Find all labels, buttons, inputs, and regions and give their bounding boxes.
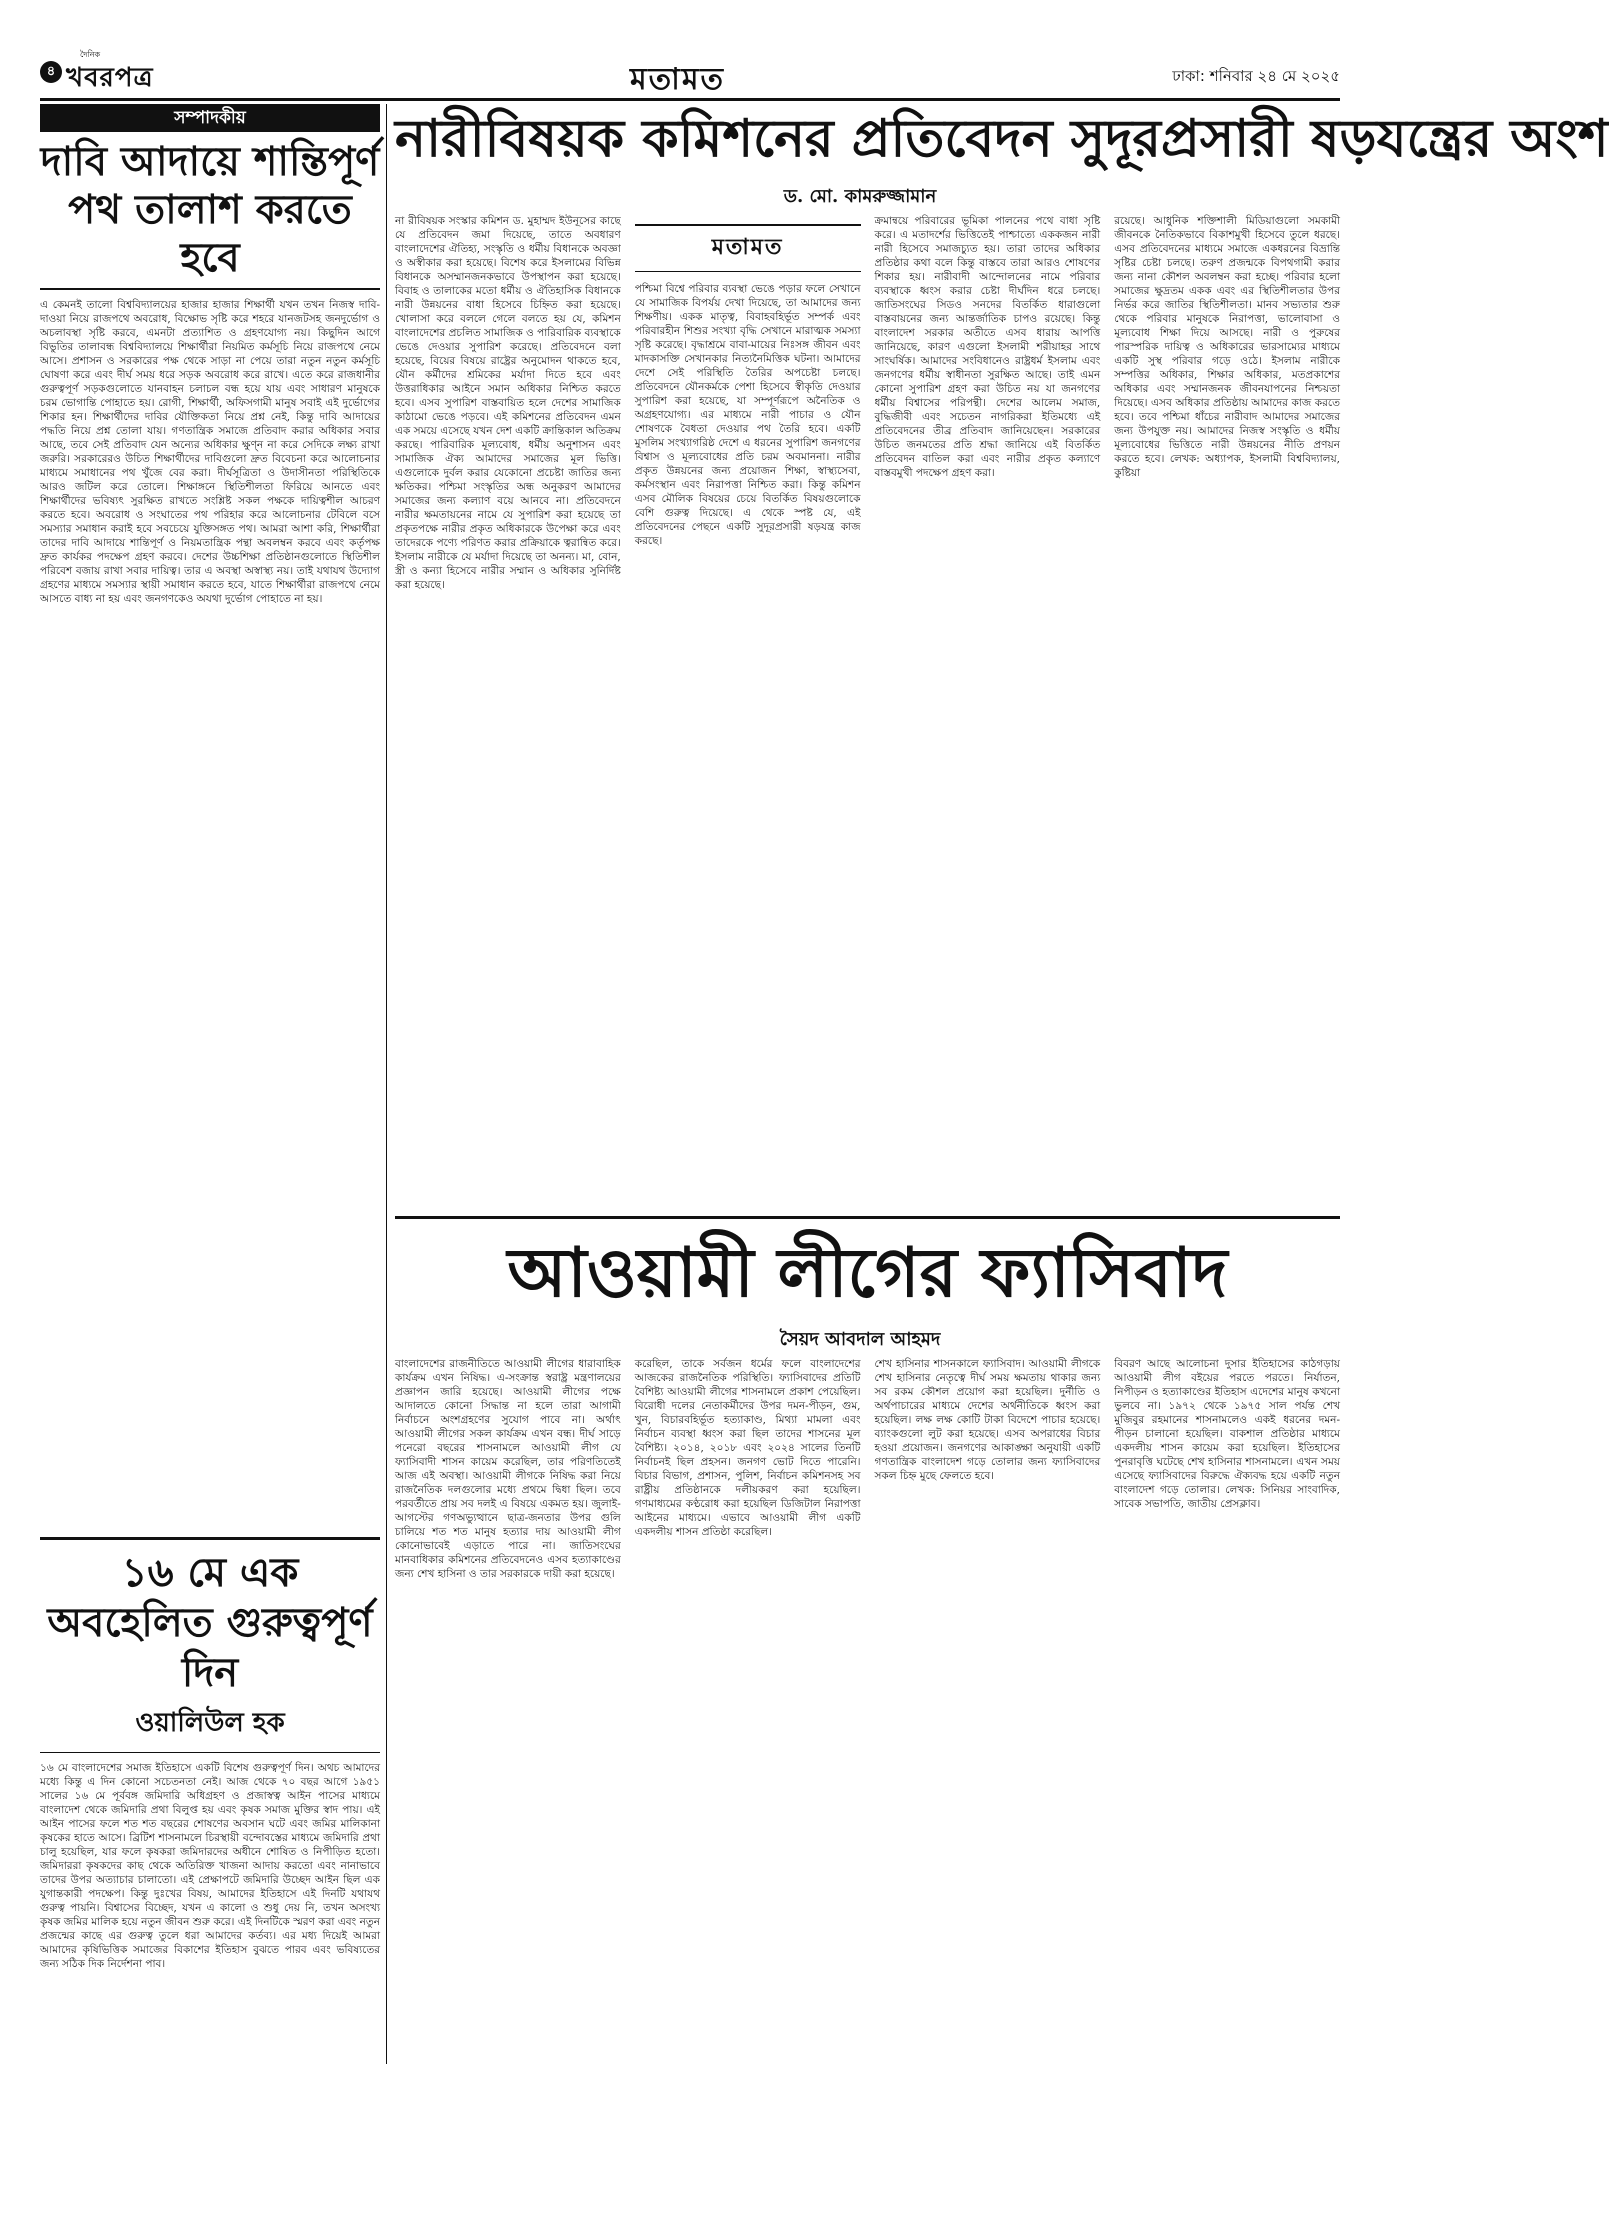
- editorial-body: এ কেমনই তালো বিশ্ববিদ্যালয়ের হাজার হাজার শিক্ষার্থী যখন তখন নিজস্ব দাবি-দাওয়া নিয়ে রাজপথে অবরোধ, বিক্ষোভ সৃষ্টি করে শহরে যানজটসহ জনদুর্ভোগ ও অচলাবস্থা সৃষ্টি করবে, এমনটা প্রত্যাশিত ও গ্রহণযোগ্য নয়। কিছুদিন আগে বিভুতির তালাবন্ধ বিশ্ববিদ্যালয়ে শিক্ষার্থীরা নিয়মিত কর্মসূচি নিয়ে রাজপথে নেমে আসে। প্রশাসন ও সরকারের পক্ষ থেকে সাড়া না পেয়ে তারা নতুন নতুন কর্মসূচি ঘোষণা করে এবং দীর্ঘ সময় ধরে সড়ক অবরোধ করে রাখে। এতে করে রাজধানীর গুরুত্বপূর্ণ সড়কগুলোতে যানবাহন চলাচল বন্ধ হয়ে যায় এবং সাধারণ মানুষকে চরম ভোগান্তি পোহাতে হয়। রোগী, শিক্ষার্থী, অফিসগামী মানুষ সবাই এই দুর্ভোগের শিকার হন। শিক্ষার্থীদের দাবির যৌক্তিকতা নিয়ে প্রশ্ন নেই, কিন্তু দাবি আদায়ের পদ্ধতি নিয়ে প্রশ্ন তোলা যায়। গণতান্ত্রিক সমাজে প্রতিবাদ করার অধিকার সবার আছে, তবে সেই প্রতিবাদ যেন অন্যের অধিকার ক্ষুণ্ন না করে সেদিকে লক্ষ্য রাখা জরুরি। সরকারেরও উচিত শিক্ষার্থীদের দাবিগুলো দ্রুত বিবেচনা করে আলোচনার মাধ্যমে সমাধানের পথ খুঁজে বের করা। দীর্ঘসূত্রিতা ও উদাসীনতা পরিস্থিতিকে আরও জটিল করে তোলে। শিক্ষাঙ্গনে স্থিতিশীলতা ফিরিয়ে আনতে এবং শিক্ষার্থীদের ভবিষ্যৎ সুরক্ষিত রাখতে সংশ্লিষ্ট সকল পক্ষকে দায়িত্বশীল আচরণ করতে হবে। অবরোধ ও সংঘাতের পথ পরিহার করে আলোচনার টেবিলে বসে সমস্যার সমাধান করাই হবে সবচেয়ে যুক্তিসঙ্গত পথ। আমরা আশা করি, শিক্ষার্থীরা তাদের দাবি আদায়ে শান্তিপূর্ণ ও নিয়মতান্ত্রিক পন্থা অবলম্বন করবে এবং কর্তৃপক্ষ দ্রুত কার্যকর পদক্ষেপ গ্রহণ করবে। দেশের উচ্চশিক্ষা প্রতিষ্ঠানগুলোতে স্থিতিশীল পরিবেশ বজায় রাখা সবার দায়িত্ব। তার এ অবস্থা অস্বাস্থ্য নয়। তাই যথাযথ উদ্যোগ গ্রহণের মাধ্যমে সমস্যার স্থায়ী সমাধান করতে হবে, যাতে শিক্ষার্থীরা রাজপথে নেমে আসতে বাধ্য না হয় এবং জনগণকেও অযথা দুর্ভোগ পোহাতে না হয়।: [40, 299, 380, 605]
- column-divider: [386, 104, 387, 2064]
- feature-title: ১৬ মে এক অবহেলিত গুরুত্বপূর্ণ দিন: [47, 1549, 373, 1696]
- article-women-commission: [395, 104, 1609, 1219]
- feature-box: [40, 1537, 380, 2231]
- article-awami-fascism: [395, 1225, 1340, 2065]
- logo-tagline: দৈনিক: [80, 50, 101, 59]
- article2-col4-text: বিবরণ আছে আলোচনা দুসার ইতিহাসের কাঠগড়ায় আওয়ামী লীগ বইয়ের পরতে পরতে। নির্যাতন, নিপীড়ন ও হত্যাকাণ্ডের ইতিহাস এদেশের মানুষ কখনো ভুলবে না। ১৯৭২ থেকে ১৯৭৫ সাল পর্যন্ত শেখ মুজিবুর রহমানের শাসনামলেও একই ধরনের দমন-পীড়ন চালানো হয়েছিল। বাকশাল প্রতিষ্ঠার মাধ্যমে একদলীয় শাসন কায়েম করা হয়েছিল। ইতিহাসের পুনরাবৃত্তি ঘটেছে শেখ হাসিনার শাসনামলে। এখন সময় এসেছে ফ্যাসিবাদের বিরুদ্ধে ঐক্যবদ্ধ হয়ে একটি নতুন বাংলাদেশ গড়ে তোলার। লেখক: সিনিয়র সাংবাদিক, সাবেক সভাপতি, জাতীয় প্রেসক্লাব।: [1114, 1358, 1340, 1510]
- left-column: [40, 104, 380, 2074]
- article2-byline: সৈয়দ আবদাল আহমদ: [779, 1329, 941, 1350]
- article1-col-1: [395, 214, 621, 1214]
- inline-section-header: [635, 224, 861, 272]
- article1-col1-text: না রীবিষয়ক সংস্কার কমিশন ড. মুহাম্মদ ইউনূসের কাছে যে প্রতিবেদন জমা দিয়েছে, তাতে অবধারণ বাংলাদেশের ঐতিহ্য, সংস্কৃতি ও ধর্মীয় বিধানকে অবজ্ঞা ও অস্বীকার করা হয়েছে। বিশেষ করে ইসলামের বিভিন্ন বিধানকে অসম্মানজনকভাবে উপস্থাপন করা হয়েছে। বিবাহ ও তালাকের মতো ধর্মীয় ও ঐতিহাসিক বিধানকে নারী উন্নয়নের বাধা হিসেবে চিহ্নিত করা হয়েছে। খোলাসা করে বললে গেলে বলতে হয় যে, কমিশন বাংলাদেশের প্রচলিত সামাজিক ও পারিবারিক ব্যবস্থাকে ভেঙে দেওয়ার সুপারিশ করেছে। প্রতিবেদনে বলা হয়েছে, বিয়ের বিষয়ে রাষ্ট্রের অনুমোদন থাকতে হবে, যৌন কর্মীদের শ্রমিকের মর্যাদা দিতে হবে এবং উত্তরাধিকার আইনে সমান অধিকার নিশ্চিত করতে হবে। এসব সুপারিশ বাস্তবায়িত হলে দেশের সামাজিক কাঠামো ভেঙে পড়বে। এই কমিশনের প্রতিবেদন এমন এক সময়ে এসেছে যখন দেশ একটি ক্রান্তিকাল অতিক্রম করছে। পারিবারিক মূল্যবোধ, ধর্মীয় অনুশাসন এবং সামাজিক ঐক্য আমাদের সমাজের মূল ভিত্তি। এগুলোকে দুর্বল করার যেকোনো প্রচেষ্টা জাতির জন্য ক্ষতিকর। পশ্চিমা সংস্কৃতির অন্ধ অনুকরণ আমাদের সমাজের জন্য কল্যাণ বয়ে আনবে না। প্রতিবেদনে নারীর ক্ষমতায়নের নামে যে সুপারিশ করা হয়েছে তা প্রকৃতপক্ষে নারীর প্রকৃত অধিকারকে উপেক্ষা করে এবং তাদেরকে পণ্যে পরিণত করার প্রক্রিয়াকে ত্বরান্বিত করে। ইসলাম নারীকে যে মর্যাদা দিয়েছে তা অনন্য। মা, বোন, স্ত্রী ও কন্যা হিসেবে নারীর সম্মান ও অধিকার সুনির্দিষ্ট করা হয়েছে।: [395, 215, 621, 591]
- article1-col2-text: পশ্চিমা বিশ্বে পরিবার ব্যবস্থা ভেঙে পড়ার ফলে সেখানে যে সামাজিক বিপর্যয় দেখা দিয়েছে, তা আমাদের জন্য শিক্ষণীয়। একক মাতৃত্ব, বিবাহবহির্ভূত সম্পর্ক এবং পরিবারহীন শিশুর সংখ্যা বৃদ্ধি সেখানে মারাত্মক সমস্যা সৃষ্টি করেছে। বৃদ্ধাশ্রমে বাবা-মায়ের নিঃসঙ্গ জীবন এবং মাদকাসক্তি সেখানকার নিত্যনৈমিত্তিক ঘটনা। আমাদের দেশে সেই পরিস্থিতি তৈরির অপচেষ্টা চলছে। প্রতিবেদনে যৌনকর্মকে পেশা হিসেবে স্বীকৃতি দেওয়ার সুপারিশ করা হয়েছে, যা সম্পূর্ণরূপে অনৈতিক ও অগ্রহণযোগ্য। এর মাধ্যমে নারী পাচার ও যৌন শোষণকে বৈধতা দেওয়ার পথ তৈরি হবে। একটি মুসলিম সংখ্যাগরিষ্ঠ দেশে এ ধরনের সুপারিশ জনগণের বিশ্বাস ও মূল্যবোধের প্রতি চরম অবমাননা। নারীর প্রকৃত উন্নয়নের জন্য প্রয়োজন শিক্ষা, স্বাস্থ্যসেবা, কর্মসংস্থান এবং নিরাপত্তা নিশ্চিত করা। কিন্তু কমিশন এসব মৌলিক বিষয়ের চেয়ে বিতর্কিত বিষয়গুলোকে বেশি গুরুত্ব দিয়েছে। এ থেকে স্পষ্ট যে, এই প্রতিবেদনের পেছনে একটি সুদূরপ্রসারী ষড়যন্ত্র কাজ করছে।: [634, 283, 861, 547]
- article1-col-3: [875, 214, 1101, 1214]
- dateline: ঢাকা: শনিবার ২৪ মে ২০২৫: [1172, 67, 1340, 85]
- article1-col-2: [635, 214, 861, 1214]
- article2-col-2: [635, 1357, 861, 2057]
- header-rule: [40, 98, 1340, 101]
- article1-headline: নারীবিষয়ক কমিশনের প্রতিবেদন সুদূরপ্রসারী ষড়যন্ত্রের অংশ: [395, 108, 1609, 169]
- article1-byline: ড. মো. কামরুজ্জামান: [783, 186, 937, 207]
- article1-columns: [395, 214, 1340, 1214]
- article1-col4-text: রয়েছে। আধুনিক শক্তিশালী মিডিয়াগুলো সমকামী জীবনকে নৈতিকভাবে বিকাশমুখী হিসেবে তুলে ধরছে। এসব প্রতিবেদনের মাধ্যমে সমাজে একধরনের বিভ্রান্তি সৃষ্টির চেষ্টা চলছে। তরুণ প্রজন্মকে বিপথগামী করার জন্য নানা কৌশল অবলম্বন করা হচ্ছে। পরিবার হলো সমাজের ক্ষুদ্রতম একক এবং এর স্থিতিশীলতার উপর নির্ভর করে জাতির স্থিতিশীলতা। মানব সভ্যতার শুরু থেকে পরিবার মানুষকে নিরাপত্তা, ভালোবাসা ও মূল্যবোধ শিক্ষা দিয়ে আসছে। নারী ও পুরুষের পারস্পরিক দায়িত্ব ও অধিকারের ভারসাম্যের মাধ্যমে একটি সুস্থ পরিবার গড়ে ওঠে। ইসলাম নারীকে সম্পত্তির অধিকার, শিক্ষার অধিকার, মতপ্রকাশের অধিকার এবং সম্মানজনক জীবনযাপনের নিশ্চয়তা দিয়েছে। এসব অধিকার প্রতিষ্ঠায় আমাদের কাজ করতে হবে। তবে পশ্চিমা ধাঁচের নারীবাদ আমাদের সমাজের জন্য উপযুক্ত নয়। আমাদের নিজস্ব সংস্কৃতি ও ধর্মীয় মূল্যবোধের ভিত্তিতে নারী উন্নয়নের নীতি প্রণয়ন করতে হবে। লেখক: অধ্যাপক, ইসলামী বিশ্ববিদ্যালয়, কুষ্টিয়া: [1114, 215, 1340, 479]
- article2-col-1: [395, 1357, 621, 2057]
- article2-col1-text: বাংলাদেশের রাজনীতিতে আওয়ামী লীগের ধারাবাহিক কার্যক্রম এখন নিষিদ্ধ। এ-সংক্রান্ত স্বরাষ্ট্র মন্ত্রণালয়ের প্রজ্ঞাপন জারি হয়েছে। আওয়ামী লীগের পক্ষে আদালতে কোনো সিদ্ধান্ত না হলে তারা আগামী নির্বাচনে অংশগ্রহণের সুযোগ পাবে না। অর্থাৎ আওয়ামী লীগের সকল কার্যক্রম এখন বন্ধ। দীর্ঘ সাড়ে পনেরো বছরের শাসনামলে আওয়ামী লীগ যে ফ্যাসিবাদী শাসন কায়েম করেছিল, তার পরিণতিতেই আজ এই অবস্থা। আওয়ামী লীগকে নিষিদ্ধ করা নিয়ে রাজনৈতিক দলগুলোর মধ্যে প্রথমে দ্বিধা ছিল। তবে পরবর্তীতে প্রায় সব দলই এ বিষয়ে একমত হয়। জুলাই-আগস্টের গণঅভ্যুত্থানে ছাত্র-জনতার উপর গুলি চালিয়ে শত শত মানুষ হত্যার দায় আওয়ামী লীগ কোনোভাবেই এড়াতে পারে না। জাতিসংঘের মানবাধিকার কমিশনের প্রতিবেদনেও এসব হত্যাকাণ্ডের জন্য শেখ হাসিনা ও তার সরকারকে দায়ী করা হয়েছে।: [395, 1358, 621, 1580]
- article2-col-4: [1114, 1357, 1340, 2057]
- section-title: মতামত: [630, 62, 726, 97]
- editorial-band: সম্পাদকীয়: [40, 104, 380, 132]
- newspaper-logo: খবরপত্র: [66, 63, 154, 93]
- masthead: [40, 50, 1340, 97]
- feature-body: ১৬ মে বাংলাদেশের সমাজ ইতিহাসে একটি বিশেষ গুরুত্বপূর্ণ দিন। অথচ আমাদের মধ্যে কিন্তু এ দিন কোনো সচেতনতা নেই। আজ থেকে ৭০ বছর আগে ১৯৫১ সালের ১৬ মে পূর্ববঙ্গ জমিদারি অধিগ্রহণ ও প্রজাস্বত্ব আইন পাসের মাধ্যমে বাংলাদেশ থেকে জমিদারি প্রথা বিলুপ্ত হয় এবং কৃষক সমাজ মুক্তির স্বাদ পায়। এই আইন পাসের ফলে শত শত বছরের শোষণের অবসান ঘটে এবং জমির মালিকানা কৃষকের হাতে আসে। ব্রিটিশ শাসনামলে চিরস্থায়ী বন্দোবস্তের মাধ্যমে জমিদারি প্রথা চালু হয়েছিল, যার ফলে কৃষকরা জমিদারদের অধীনে শোষিত ও নিপীড়িত হতো। জমিদাররা কৃষকদের কাছ থেকে অতিরিক্ত খাজনা আদায় করতো এবং নানাভাবে তাদের উপর অত্যাচার চালাতো। এই প্রেক্ষাপটে জমিদারি উচ্ছেদ আইন ছিল এক যুগান্তকারী পদক্ষেপ। কিন্তু দুঃখের বিষয়, আমাদের ইতিহাসে এই দিনটি যথাযথ গুরুত্ব পায়নি। বিশ্বাসের বিচ্ছেদ, যখন এ কালো ও শুধু দেয় নি, তখন অসংখ্য কৃষক জমির মালিক হয়ে নতুন জীবন শুরু করে। এই দিনটিকে স্মরণ করা এবং নতুন প্রজন্মের কাছে এর গুরুত্ব তুলে ধরা আমাদের কর্তব্য। এর মধ্য দিয়েই আমরা আমাদের কৃষিভিত্তিক সমাজের বিকাশের ইতিহাস বুঝতে পারব এবং ভবিষ্যতের জন্য সঠিক দিক নির্দেশনা পাব।: [40, 1762, 380, 1970]
- article1-col3-text: ক্রমান্বয়ে পরিবারের ভূমিকা পালনের পথে বাধা সৃষ্টি করে। এ মতাদর্শের ভিত্তিতেই পাশ্চাত্যে এককজন নারী নারী হিসেবে সমাজচ্যুত হয়। তারা তাদের অধিকার প্রতিষ্ঠার কথা বলে কিন্তু বাস্তবে তারা আরও শোষণের শিকার হয়। নারীবাদী আন্দোলনের নামে পরিবার ব্যবস্থাকে ধ্বংস করার চেষ্টা দীর্ঘদিন ধরে চলছে। জাতিসংঘের সিডও সনদের বিতর্কিত ধারাগুলো বাস্তবায়নের জন্য আন্তর্জাতিক চাপও রয়েছে। কিন্তু বাংলাদেশ সরকার অতীতে এসব ধারায় আপত্তি জানিয়েছে, কারণ এগুলো ইসলামী শরীয়াহর সাথে সাংঘর্ষিক। আমাদের সংবিধানেও রাষ্ট্রধর্ম ইসলাম এবং জনগণের ধর্মীয় স্বাধীনতা সুরক্ষিত আছে। তাই এমন কোনো সুপারিশ গ্রহণ করা উচিত নয় যা জনগণের ধর্মীয় বিশ্বাসের পরিপন্থী। দেশের আলেম সমাজ, বুদ্ধিজীবী এবং সচেতন নাগরিকরা ইতিমধ্যে এই প্রতিবেদনের তীব্র প্রতিবাদ জানিয়েছেন। সরকারের উচিত জনমতের প্রতি শ্রদ্ধা জানিয়ে এই বিতর্কিত প্রতিবেদন বাতিল করা এবং নারীর প্রকৃত কল্যাণে বাস্তবমুখী পদক্ষেপ গ্রহণ করা।: [874, 215, 1101, 479]
- article2-col2-text: করেছিল, তাকে সর্বজন ধর্মের ফলে বাংলাদেশের আজকের রাজনৈতিক পরিস্থিতি। ফ্যাসিবাদের প্রতিটি বৈশিষ্ট্য আওয়ামী লীগের শাসনামলে প্রকাশ পেয়েছিল। বিরোধী দলের নেতাকর্মীদের উপর দমন-পীড়ন, গুম, খুন, বিচারবহির্ভূত হত্যাকাণ্ড, মিথ্যা মামলা এবং নির্বাচন ব্যবস্থা ধ্বংস করা ছিল তাদের শাসনের মূল বৈশিষ্ট্য। ২০১৪, ২০১৮ এবং ২০২৪ সালের তিনটি নির্বাচনই ছিল প্রহসন। জনগণ ভোট দিতে পারেনি। বিচার বিভাগ, প্রশাসন, পুলিশ, নির্বাচন কমিশনসহ সব রাষ্ট্রীয় প্রতিষ্ঠানকে দলীয়করণ করা হয়েছিল। গণমাধ্যমের কণ্ঠরোধ করা হয়েছিল ডিজিটাল নিরাপত্তা আইনের মাধ্যমে। এভাবে আওয়ামী লীগ একটি একদলীয় শাসন প্রতিষ্ঠা করেছিল।: [634, 1358, 861, 1538]
- feature-author: ওয়ালিউল হক: [40, 1702, 380, 1753]
- article2-col-3: [875, 1357, 1101, 2057]
- article2-headline: আওয়ামী লীগের ফ্যাসিবাদ: [507, 1233, 1228, 1313]
- inline-section-label: মতামত: [711, 234, 784, 260]
- article1-col-4: [1114, 214, 1340, 1214]
- editorial-title: দাবি আদায়ে শান্তিপূর্ণ পথ তালাশ করতে হবে: [40, 138, 380, 290]
- article2-col3-text: শেখ হাসিনার শাসনকালে ফ্যাসিবাদ। আওয়ামী লীগকে শেখ হাসিনার নেতৃত্বে দীর্ঘ সময় ক্ষমতায় থাকার জন্য সব রকম কৌশল প্রয়োগ করা হয়েছিল। দুর্নীতি ও অর্থপাচারের মাধ্যমে দেশের অর্থনীতিকে ধ্বংস করা হয়েছিল। লক্ষ লক্ষ কোটি টাকা বিদেশে পাচার হয়েছে। ব্যাংকগুলো লুট করা হয়েছে। এসব অপরাধের বিচার হওয়া প্রয়োজন। জনগণের আকাঙ্ক্ষা অনুযায়ী একটি গণতান্ত্রিক বাংলাদেশ গড়ে তোলার জন্য ফ্যাসিবাদের সকল চিহ্ন মুছে ফেলতে হবে।: [874, 1358, 1101, 1482]
- page-number: ৪: [40, 61, 62, 83]
- article2-columns: [395, 1357, 1340, 2057]
